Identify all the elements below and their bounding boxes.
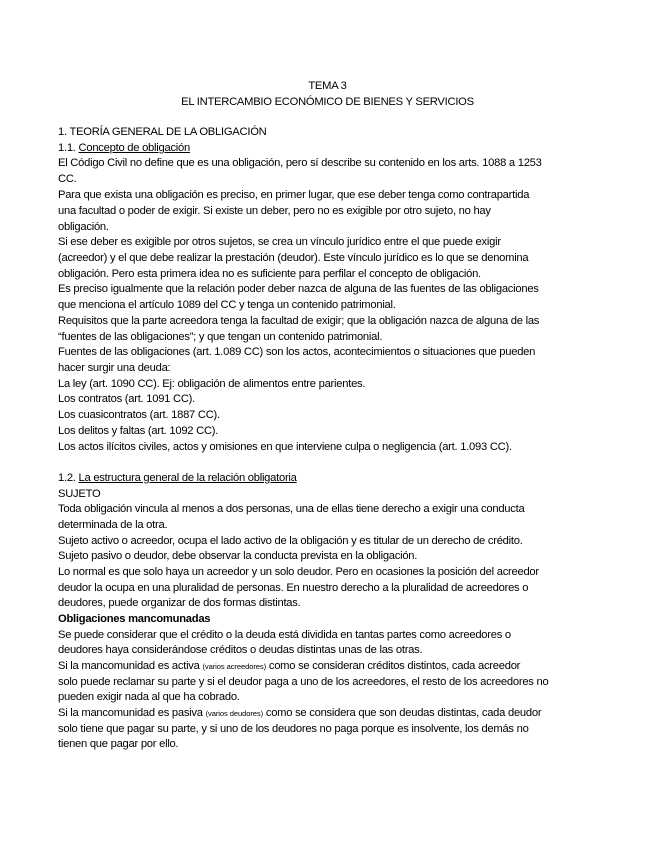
paragraph-line: una facultad o poder de exigir. Si existe un deber, pero no es exigible por otro sujeto, no hay [58, 205, 491, 217]
small-note: (varios deudores) [205, 709, 263, 718]
list-item: Los actos ilícitos civiles, actos y omisiones en que interviene culpa o negligencia (art. 1.093 CC). [58, 441, 512, 453]
section-heading-1: 1. TEORÍA GENERAL DE LA OBLIGACIÓN [58, 126, 267, 138]
list-item: Los delitos y faltas (art. 1092 CC). [58, 425, 219, 437]
small-note: (varios acreedores) [202, 662, 266, 671]
paragraph-line: Lo normal es que solo haya un acreedor y un solo deudor. Pero en ocasiones la posición del acreedor [58, 566, 539, 578]
paragraph-line: obligación. Pero esta primera idea no es suficiente para perfilar el concepto de obligación. [58, 268, 481, 280]
paragraph-line: deudores, puede organizar de dos formas distintas. [58, 597, 301, 609]
paragraph-line [58, 706, 541, 721]
subsection-title: La estructura general de la relación obligatoria [78, 472, 297, 484]
paragraph-line: tienen que pagar por ello. [58, 738, 179, 750]
paragraph-line: Se puede considerar que el crédito o la deuda está dividida en tantas partes como acreedores o [58, 629, 511, 641]
subsection-number: 1.2. [58, 472, 79, 484]
paragraph-line [58, 659, 520, 674]
paragraph-line: hacer surgir una deuda: [58, 362, 171, 374]
paragraph-line: Requisitos que la parte acreedora tenga la facultad de exigir; que la obligación nazca de alguna de las [58, 315, 540, 327]
subsection-number: 1.1. [58, 142, 79, 154]
text-span: Si la mancomunidad es pasiva [58, 707, 206, 719]
subsection-heading-1-2 [58, 471, 297, 486]
paragraph-line: El Código Civil no define que es una obligación, pero sí describe su contenido en los arts. 1088 a 1253 [58, 157, 542, 169]
text-span: como se considera que son deudas distintas, cada deudor [263, 707, 542, 719]
list-item: Los contratos (art. 1091 CC). [58, 393, 196, 405]
paragraph-line: “fuentes de las obligaciones”; y que tengan un contenido patrimonial. [58, 331, 383, 343]
paragraph-line: Si ese deber es exigible por otros sujetos, se crea un vínculo jurídico entre el que puede exigir [58, 236, 501, 248]
sujeto-label: SUJETO [58, 488, 101, 500]
paragraph-line: (acreedor) y el que debe realizar la prestación (deudor). Este vínculo jurídico es lo que se denomina [58, 252, 529, 264]
paragraph-line: CC. [58, 173, 77, 185]
paragraph-line: solo tiene que pagar su parte, y si uno de los deudores no paga porque es insolvente, los demás no [58, 723, 529, 735]
subsection-heading-1-1 [58, 141, 190, 156]
paragraph-line: pueden exigir nada al que ha cobrado. [58, 691, 240, 703]
paragraph-line: Fuentes de las obligaciones (art. 1.089 CC) son los actos, acontecimientos o situaciones que pueden [58, 346, 536, 358]
text-span: Si la mancomunidad es activa [58, 660, 203, 672]
paragraph-line: Toda obligación vincula al menos a dos personas, una de ellas tiene derecho a exigir una conducta [58, 503, 525, 515]
paragraph-line: deudores haya considerándose créditos o deudas distintas unas de las otras. [58, 644, 423, 656]
paragraph-line: solo puede reclamar su parte y si el deudor paga a uno de los acreedores, el resto de los acreedores no [58, 676, 549, 688]
subsection-title: Concepto de obligación [78, 142, 190, 154]
tema-title: TEMA 3 [308, 80, 347, 92]
paragraph-line: que menciona el artículo 1089 del CC y tenga un contenido patrimonial. [58, 299, 396, 311]
tema-subtitle: EL INTERCAMBIO ECONÓMICO DE BIENES Y SERVICIOS [181, 96, 474, 108]
paragraph-line: Para que exista una obligación es preciso, en primer lugar, que ese deber tenga como contrapartida [58, 189, 530, 201]
paragraph-line: deudor la ocupa en una pluralidad de personas. En nuestro derecho a la pluralidad de acreedores o [58, 582, 529, 594]
paragraph-line: obligación. [58, 221, 109, 233]
paragraph-line: Sujeto pasivo o deudor, debe observar la conducta prevista en la obligación. [58, 550, 418, 562]
text-span: como se consideran créditos distintos, cada acreedor [266, 660, 521, 672]
paragraph-line: Sujeto activo o acreedor, ocupa el lado activo de la obligación y es titular de un derecho de crédito. [58, 535, 523, 547]
paragraph-line: determinada de la otra. [58, 519, 168, 531]
mancomunadas-heading: Obligaciones mancomunadas [58, 613, 211, 625]
list-item: Los cuasicontratos (art. 1887 CC). [58, 409, 220, 421]
list-item: La ley (art. 1090 CC). Ej: obligación de alimentos entre parientes. [58, 378, 366, 390]
paragraph-line: Es preciso igualmente que la relación poder deber nazca de alguna de las fuentes de las obligaciones [58, 283, 539, 295]
